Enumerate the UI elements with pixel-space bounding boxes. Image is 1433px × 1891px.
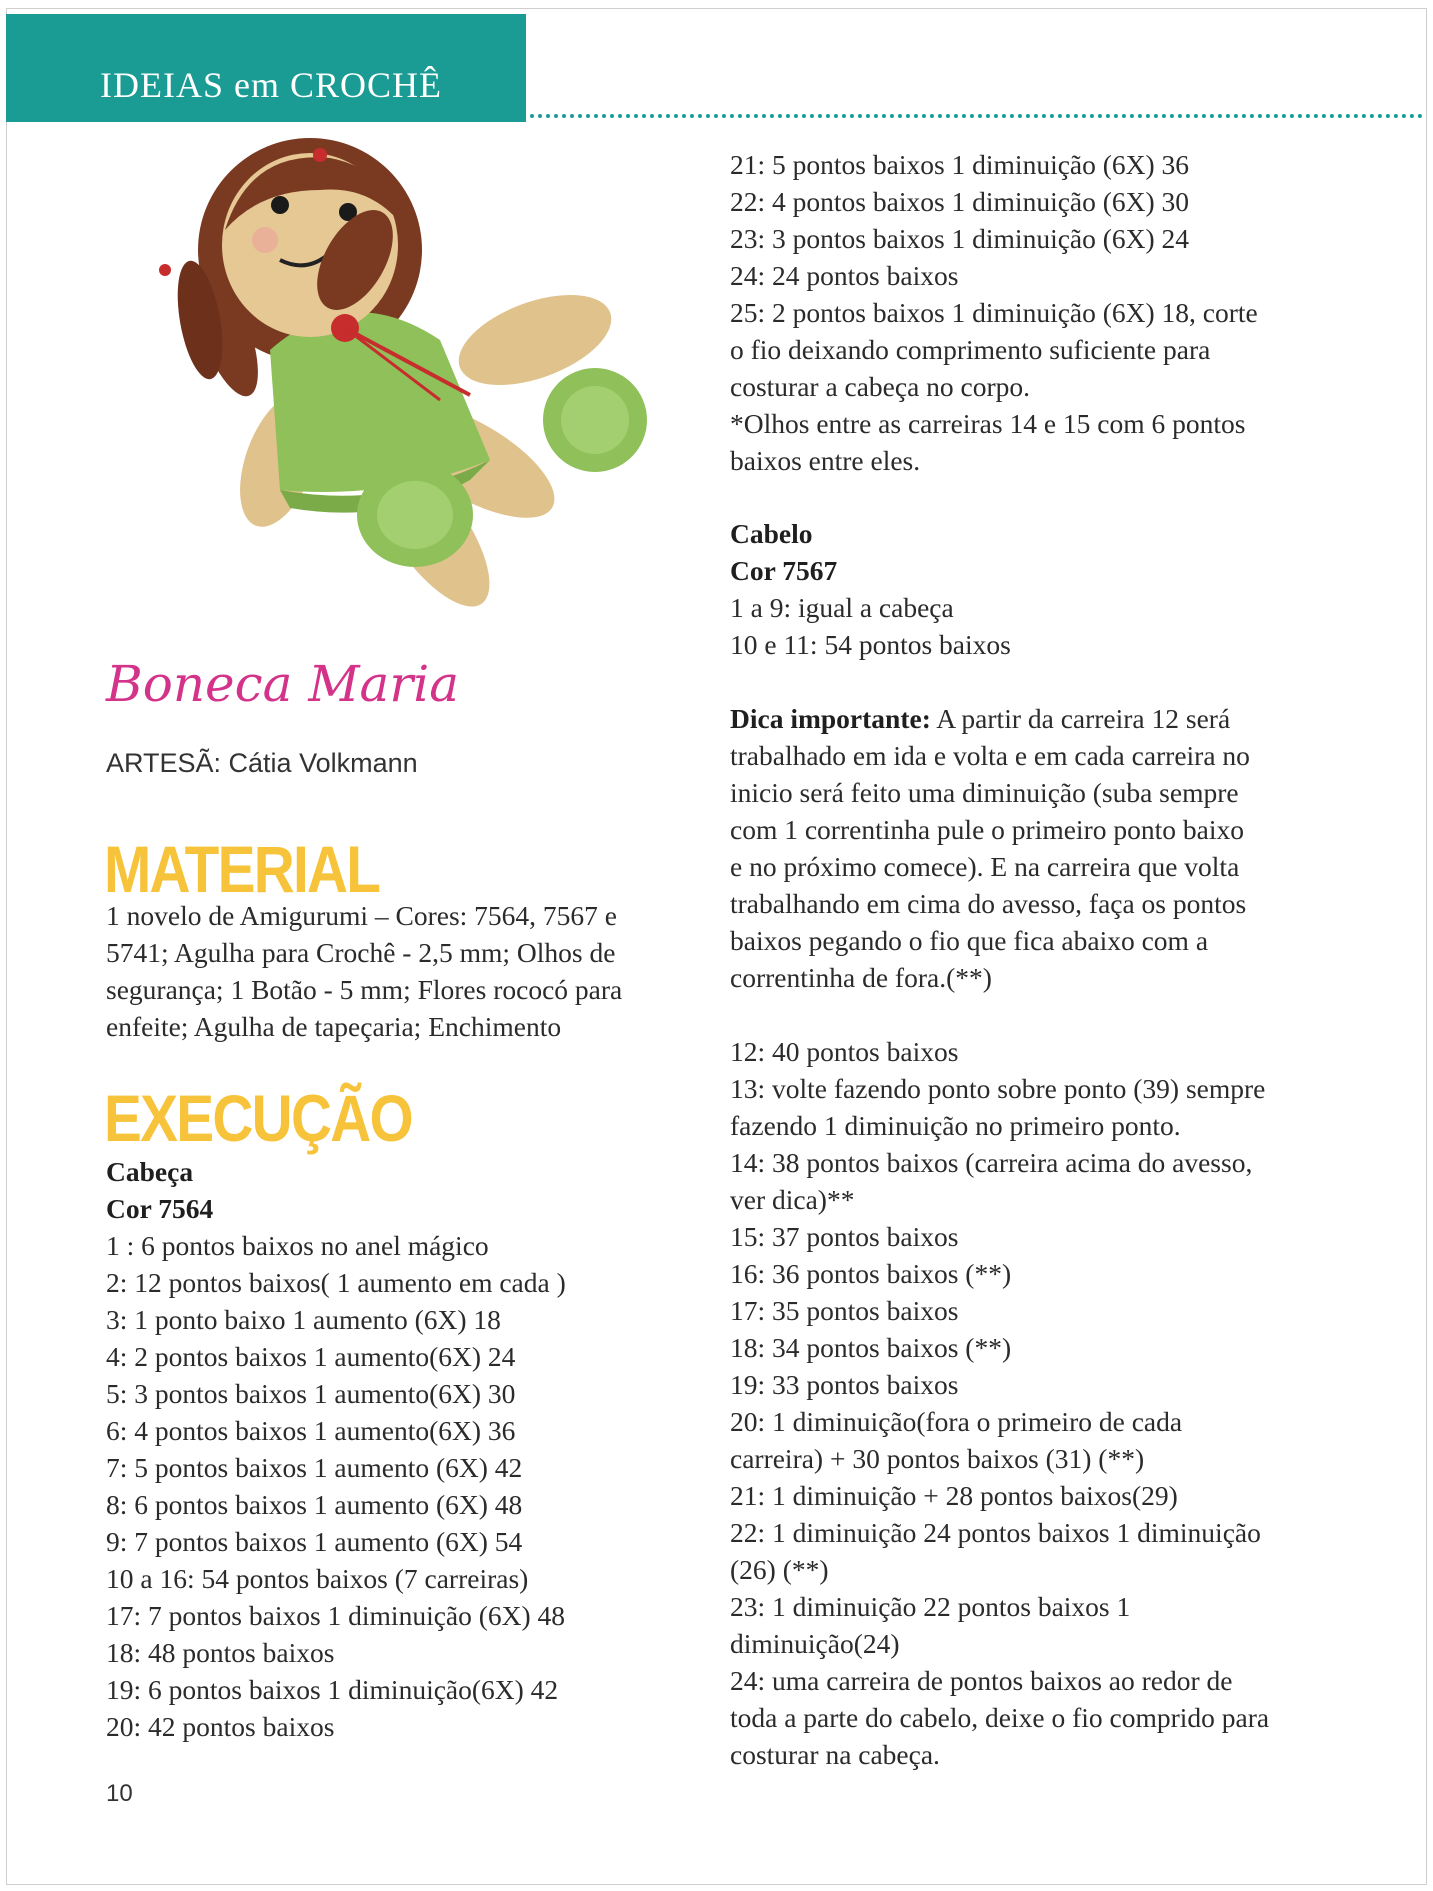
instruction-row: 23: 3 pontos baixos 1 diminuição (6X) 24	[730, 223, 1190, 254]
material-line: 1 novelo de Amigurumi – Cores: 7564, 7567 e	[106, 900, 617, 931]
material-line: enfeite; Agulha de tapeçaria; Enchimento	[106, 1011, 562, 1042]
tip-line: trabalhando em cima do avesso, faça os pontos	[730, 888, 1247, 919]
tip-line: inicio será feito uma diminuição (suba sempre	[730, 777, 1239, 808]
material-line: 5741; Agulha para Crochê - 2,5 mm; Olhos de	[106, 937, 616, 968]
instruction-row: 7: 5 pontos baixos 1 aumento (6X) 42	[106, 1452, 523, 1483]
instruction-row: toda a parte do cabelo, deixe o fio comprido para	[730, 1702, 1270, 1733]
tip-line: baixos pegando o fio que fica abaixo com a	[730, 925, 1209, 956]
instruction-row: 22: 1 diminuição 24 pontos baixos 1 diminuição	[730, 1517, 1261, 1548]
hair-instructions-continued	[730, 1033, 1269, 1773]
instruction-row: 6: 4 pontos baixos 1 aumento(6X) 36	[106, 1415, 516, 1446]
instruction-row: 14: 38 pontos baixos (carreira acima do avesso,	[730, 1147, 1253, 1178]
hair-instructions	[730, 515, 1011, 663]
instruction-row: 21: 1 diminuição + 28 pontos baixos(29)	[730, 1480, 1178, 1511]
tip-label: Dica importante:	[730, 703, 931, 734]
instruction-row: 16: 36 pontos baixos (**)	[730, 1258, 1012, 1289]
instruction-row: 10 e 11: 54 pontos baixos	[730, 629, 1011, 660]
important-tip	[730, 700, 1250, 996]
instruction-row: 20: 42 pontos baixos	[106, 1711, 335, 1742]
instruction-row: 1 : 6 pontos baixos no anel mágico	[106, 1230, 489, 1261]
instruction-row: 25: 2 pontos baixos 1 diminuição (6X) 18, corte	[730, 297, 1258, 328]
instruction-row: 15: 37 pontos baixos	[730, 1221, 959, 1252]
instruction-row: 10 a 16: 54 pontos baixos (7 carreiras)	[106, 1563, 529, 1594]
material-list	[106, 897, 622, 1045]
tip-line: com 1 correntinha pule o primeiro ponto baixo	[730, 814, 1244, 845]
instruction-row: 23: 1 diminuição 22 pontos baixos 1	[730, 1591, 1131, 1622]
page-number: 10	[106, 1780, 133, 1807]
instruction-row: 24: 24 pontos baixos	[730, 260, 959, 291]
instruction-row: (26) (**)	[730, 1554, 829, 1585]
instruction-row: 12: 40 pontos baixos	[730, 1036, 959, 1067]
instruction-row: *Olhos entre as carreiras 14 e 15 com 6 pontos	[730, 408, 1246, 439]
pattern-title: Boneca Maria	[106, 655, 460, 713]
instruction-row: 8: 6 pontos baixos 1 aumento (6X) 48	[106, 1489, 523, 1520]
tip-line: trabalhado em ida e volta e em cada carreira no	[730, 740, 1250, 771]
instruction-row: costurar a cabeça no corpo.	[730, 371, 1031, 402]
instruction-row: 1 a 9: igual a cabeça	[730, 592, 954, 623]
doll-photo	[140, 130, 700, 690]
instruction-row: 24: uma carreira de pontos baixos ao redor de	[730, 1665, 1233, 1696]
header-dotted-rule	[530, 114, 1423, 118]
instruction-row: 21: 5 pontos baixos 1 diminuição (6X) 36	[730, 149, 1190, 180]
instruction-row: costurar na cabeça.	[730, 1739, 940, 1770]
tip-text: A partir da carreira 12 será	[930, 703, 1231, 734]
instruction-row: carreira) + 30 pontos baixos (31) (**)	[730, 1443, 1145, 1474]
instruction-row: 5: 3 pontos baixos 1 aumento(6X) 30	[106, 1378, 516, 1409]
instruction-row: 4: 2 pontos baixos 1 aumento(6X) 24	[106, 1341, 516, 1372]
instruction-row: 19: 33 pontos baixos	[730, 1369, 959, 1400]
instruction-row: 20: 1 diminuição(fora o primeiro de cada	[730, 1406, 1183, 1437]
head-instructions-continued	[730, 146, 1258, 479]
instruction-row: 22: 4 pontos baixos 1 diminuição (6X) 30	[730, 186, 1190, 217]
instruction-row: 17: 35 pontos baixos	[730, 1295, 959, 1326]
instruction-row: 19: 6 pontos baixos 1 diminuição(6X) 42	[106, 1674, 559, 1705]
hair-section-color: Cor 7567	[730, 555, 838, 586]
instruction-row: 9: 7 pontos baixos 1 aumento (6X) 54	[106, 1526, 523, 1557]
instruction-row: ver dica)**	[730, 1184, 855, 1215]
instruction-row: o fio deixando comprimento suficiente para	[730, 334, 1211, 365]
instruction-row: 13: volte fazendo ponto sobre ponto (39) sempre	[730, 1073, 1266, 1104]
execution-heading: EXECUÇÃO	[104, 1081, 412, 1155]
head-instructions	[106, 1153, 566, 1745]
instruction-row: fazendo 1 diminuição no primeiro ponto.	[730, 1110, 1181, 1141]
hair-section-title: Cabelo	[730, 518, 813, 549]
magazine-title: IDEIAS em CROCHÊ	[100, 65, 442, 105]
tip-line: e no próximo comece). E na carreira que volta	[730, 851, 1240, 882]
instruction-row: 17: 7 pontos baixos 1 diminuição (6X) 48	[106, 1600, 566, 1631]
instruction-row: 18: 48 pontos baixos	[106, 1637, 335, 1668]
tip-first-line	[730, 700, 1250, 737]
instruction-row: baixos entre eles.	[730, 445, 921, 476]
author-credit: ARTESÃ: Cátia Volkmann	[106, 748, 418, 778]
material-heading: MATERIAL	[104, 832, 380, 906]
tip-line: correntinha de fora.(**)	[730, 962, 992, 993]
instruction-row: diminuição(24)	[730, 1628, 900, 1659]
material-line: segurança; 1 Botão - 5 mm; Flores rococó para	[106, 974, 623, 1005]
head-section-color: Cor 7564	[106, 1193, 214, 1224]
instruction-row: 18: 34 pontos baixos (**)	[730, 1332, 1012, 1363]
instruction-row: 3: 1 ponto baixo 1 aumento (6X) 18	[106, 1304, 501, 1335]
head-section-title: Cabeça	[106, 1156, 194, 1187]
instruction-row: 2: 12 pontos baixos( 1 aumento em cada )	[106, 1267, 566, 1298]
